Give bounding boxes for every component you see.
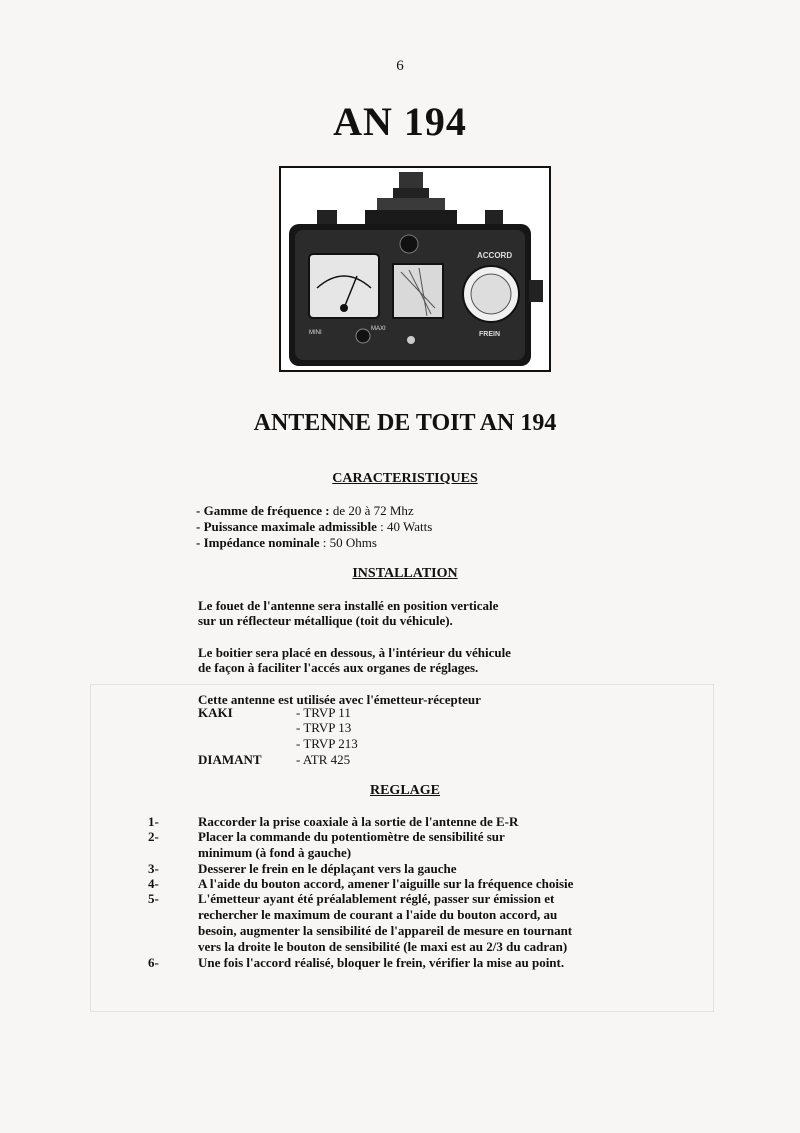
step-number: 2- (148, 829, 159, 844)
kaki-model: - TRVP 11 (296, 705, 351, 720)
photo-label-mini: MINI (309, 330, 322, 336)
step-number: 5- (148, 891, 159, 906)
spec-power: - Puissance maximale admissible : 40 Watts (196, 519, 433, 534)
step-number: 4- (148, 876, 159, 891)
installation-para1-line1: Le fouet de l'antenne sera installé en position verticale (198, 598, 499, 613)
installation-heading: INSTALLATION (352, 566, 458, 581)
installation-para2-line2: de façon à faciliter l'accés aux organes de réglages. (198, 660, 479, 675)
photo-label-accord: ACCORD (477, 251, 513, 260)
kaki-model: - TRVP 213 (296, 736, 358, 751)
kaki-label: KAKI (198, 705, 233, 720)
step-text: Desserer le frein en le déplaçant vers la gauche (198, 861, 457, 876)
installation-para2-line1: Le boitier sera placé en dessous, à l'intérieur du véhicule (198, 645, 511, 660)
caracteristiques-heading: CARACTERISTIQUES (332, 471, 478, 486)
step-text: Une fois l'accord réalisé, bloquer le frein, vérifier la mise au point. (198, 955, 565, 970)
spec-impedance: - Impédance nominale : 50 Ohms (196, 535, 377, 550)
spec-frequency: - Gamme de fréquence : de 20 à 72 Mhz (196, 503, 414, 518)
photo-label-maxi: MAXI (371, 326, 386, 332)
step-number: 1- (148, 814, 159, 829)
document-subtitle: ANTENNE DE TOIT AN 194 (253, 410, 557, 436)
step-text: Placer la commande du potentiomètre de sensibilité sur minimum (à fond à gauche) (198, 829, 505, 860)
device-photo (279, 166, 551, 372)
step-number: 3- (148, 861, 159, 876)
page-title: AN 194 (333, 99, 467, 144)
reglage-heading: REGLAGE (369, 783, 440, 798)
step-text: Raccorder la prise coaxiale à la sortie de l'antenne de E-R (198, 814, 519, 829)
diamant-model: - ATR 425 (296, 752, 351, 767)
diamant-label: DIAMANT (198, 752, 262, 767)
step-number: 6- (148, 955, 159, 970)
installation-para1-line2: sur un réflecteur métallique (toit du véhicule). (198, 613, 453, 628)
step-text: L'émetteur ayant été préalablement réglé, passer sur émission et rechercher le maximum de courant a l'aide du bouton accord, au besoin, augmenter la sensibilité de l'appareil de mesure en tournant vers la droite le bouton de sensibilité (le maxi est au 2/3 du cadran) (198, 891, 573, 954)
photo-label-frein: FREIN (479, 331, 500, 338)
page-number: 6 (396, 58, 404, 74)
step-text: A l'aide du bouton accord, amener l'aiguille sur la fréquence choisie (198, 876, 574, 891)
kaki-model: - TRVP 13 (296, 720, 352, 735)
usage-intro: Cette antenne est utilisée avec l'émetteur-récepteur (198, 692, 481, 707)
